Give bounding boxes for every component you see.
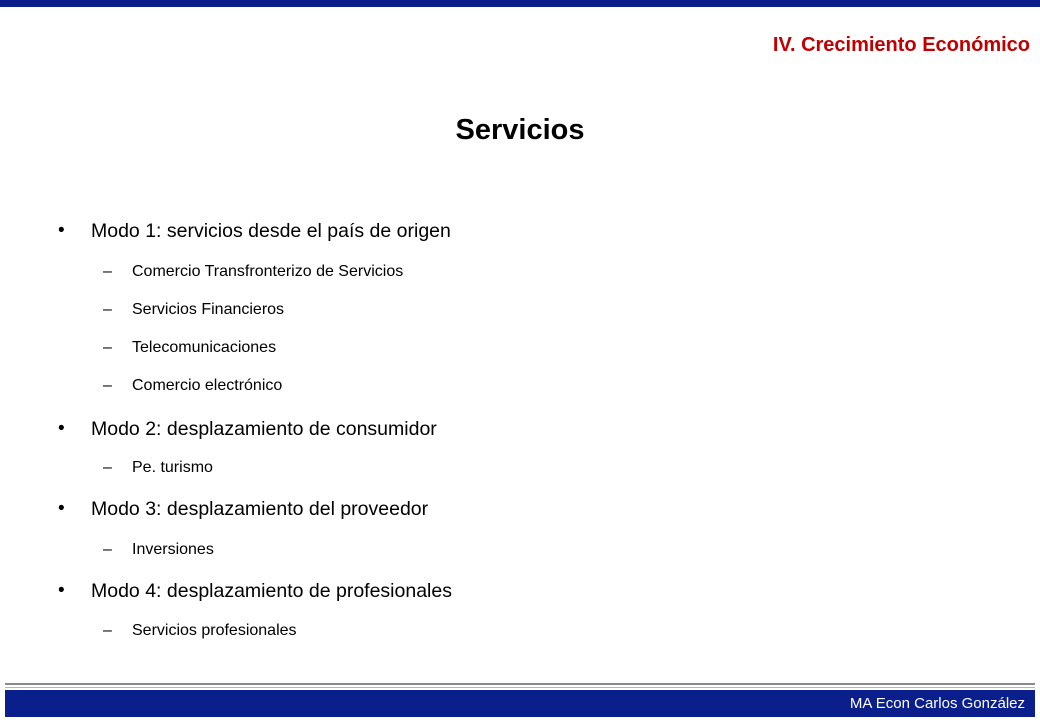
- slide-title: Servicios: [455, 114, 585, 146]
- dash-icon: –: [103, 339, 112, 356]
- sub-item-text: Inversiones: [132, 541, 214, 558]
- sub-item-text: Pe. turismo: [132, 459, 213, 476]
- footer-author: MA Econ Carlos González: [849, 695, 1025, 712]
- bullet-text: Modo 4: desplazamiento de profesionales: [91, 580, 452, 602]
- bullet-text: Modo 3: desplazamiento del proveedor: [91, 498, 429, 520]
- bullet-icon: •: [58, 418, 65, 439]
- bullet-icon: •: [58, 580, 65, 601]
- dash-icon: –: [103, 263, 112, 280]
- sub-item-text: Telecomunicaciones: [132, 339, 277, 356]
- dash-icon: –: [103, 622, 112, 639]
- bullet-text: Modo 2: desplazamiento de consumidor: [91, 418, 437, 440]
- footer-bar: [5, 690, 1035, 717]
- dash-icon: –: [103, 459, 112, 476]
- section-title: IV. Crecimiento Económico: [772, 34, 1030, 56]
- sub-item-text: Servicios Financieros: [132, 301, 285, 318]
- bullet-text: Modo 1: servicios desde el país de origen: [91, 220, 451, 242]
- sub-item-text: Comercio Transfronterizo de Servicios: [132, 263, 404, 280]
- footer-rule: [5, 683, 1035, 685]
- footer-rule-thin: [5, 687, 1035, 688]
- dash-icon: –: [103, 377, 112, 394]
- bullet-icon: •: [58, 220, 65, 241]
- dash-icon: –: [103, 301, 112, 318]
- dash-icon: –: [103, 541, 112, 558]
- sub-item-text: Comercio electrónico: [132, 377, 283, 394]
- sub-item-text: Servicios profesionales: [132, 622, 297, 639]
- bullet-icon: •: [58, 498, 65, 519]
